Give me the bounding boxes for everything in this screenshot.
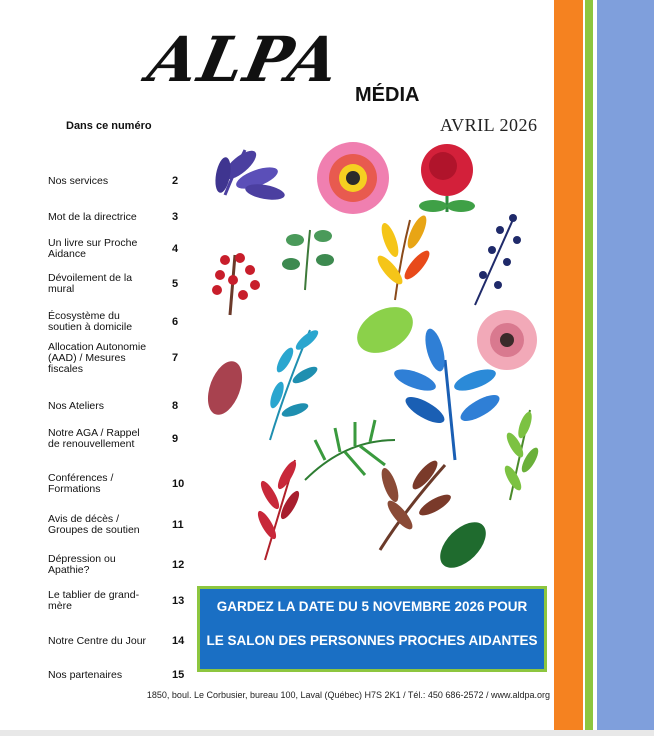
pink-flower xyxy=(317,142,389,214)
toc-item-page-number: 8 xyxy=(172,400,179,412)
toc-item-label: Conférences / Formations xyxy=(48,472,114,495)
toc-item xyxy=(48,234,188,264)
toc-item-page-number: 7 xyxy=(172,352,179,364)
toc-item-label: Dépression ou Apathie? xyxy=(48,553,116,576)
dark-green-leaf xyxy=(432,514,494,576)
toc-item-page-number: 3 xyxy=(172,211,179,223)
toc-item xyxy=(48,269,188,299)
toc-item-page-number: 15 xyxy=(172,669,185,681)
yellow-leaf-sprig xyxy=(374,213,433,300)
banner-line-1: GARDEZ LA DATE DU 5 NOVEMBRE 2026 POUR xyxy=(216,599,528,614)
blue-stripe xyxy=(597,0,654,736)
toc-item-label: Le tablier de grand-mère xyxy=(48,589,140,612)
bottom-strip xyxy=(0,730,654,736)
toc-item-label: Notre AGA / Rappel de renouvellement xyxy=(48,427,140,450)
table-of-contents xyxy=(0,100,190,690)
toc-item-label: Nos services xyxy=(48,174,109,187)
toc-item-page-number: 10 xyxy=(172,478,185,490)
brown-leaf-branch xyxy=(378,457,453,550)
issue-date: AVRIL 2026 xyxy=(440,115,538,135)
toc-item-page-number: 5 xyxy=(172,278,179,290)
navy-berry-sprig xyxy=(475,214,521,305)
toc-item xyxy=(48,307,188,337)
toc-item xyxy=(48,550,188,580)
banner-line-2: LE SALON DES PERSONNES PROCHES AIDANTES xyxy=(206,633,538,648)
toc-item-label: Nos Ateliers xyxy=(48,399,105,412)
toc-item-page-number: 12 xyxy=(172,559,185,571)
toc-item xyxy=(48,202,188,232)
toc-item-page-number: 4 xyxy=(172,243,179,255)
toc-item-label: Écosystème du soutien à domicile xyxy=(48,310,133,333)
red-berry-branch xyxy=(212,253,260,315)
toc-item xyxy=(48,626,188,656)
footer-address: 1850, boul. Le Corbusier, bureau 100, Laval (Québec) H7S 2K1 / Tél.: 450 686-2572 / www.aldpa.org xyxy=(146,690,550,700)
green-sprig xyxy=(282,230,334,290)
toc-item-page-number: 2 xyxy=(172,175,179,187)
green-stripe xyxy=(585,0,593,736)
pink-peony xyxy=(477,310,537,370)
toc-item-page-number: 13 xyxy=(172,595,185,607)
toc-heading: Dans ce numéro xyxy=(66,120,152,132)
media-subtitle: MÉDIA xyxy=(355,84,420,106)
toc-item-label: Allocation Autonomie (AAD) / Mesures fiscales xyxy=(48,340,147,375)
toc-item xyxy=(48,340,188,375)
purple-leaf-sprig xyxy=(213,146,286,202)
burgundy-leaf xyxy=(201,357,248,420)
red-fern xyxy=(255,459,303,560)
red-rose xyxy=(419,144,475,212)
toc-item xyxy=(48,510,188,540)
toc-item-label: Un livre sur Proche Aidance xyxy=(48,237,138,260)
toc-item-page-number: 6 xyxy=(172,316,179,328)
toc-item-page-number: 11 xyxy=(172,519,184,531)
toc-item-label: Nos partenaires xyxy=(48,668,123,681)
save-the-date-banner xyxy=(197,586,547,672)
toc-item-label: Dévoilement de la mural xyxy=(48,272,133,295)
teal-fern xyxy=(268,327,321,440)
toc-item xyxy=(48,166,188,196)
green-leaf-sprig xyxy=(502,410,542,500)
toc-item-page-number: 9 xyxy=(172,433,179,445)
toc-item xyxy=(48,660,188,690)
toc-item xyxy=(48,391,188,421)
toc-item xyxy=(48,469,188,499)
watercolor-floral-illustration xyxy=(195,140,550,585)
toc-item-label: Avis de décès / Groupes de soutien xyxy=(48,513,140,536)
toc-item xyxy=(48,424,188,454)
toc-item-page-number: 14 xyxy=(172,635,185,647)
toc-item-label: Notre Centre du Jour xyxy=(48,634,147,647)
alpa-logo: ALPA xyxy=(142,23,348,96)
light-green-leaf xyxy=(349,298,421,363)
toc-item xyxy=(48,586,188,616)
green-fern xyxy=(305,420,395,480)
toc-item-label: Mot de la directrice xyxy=(48,210,137,223)
orange-stripe xyxy=(554,0,583,736)
